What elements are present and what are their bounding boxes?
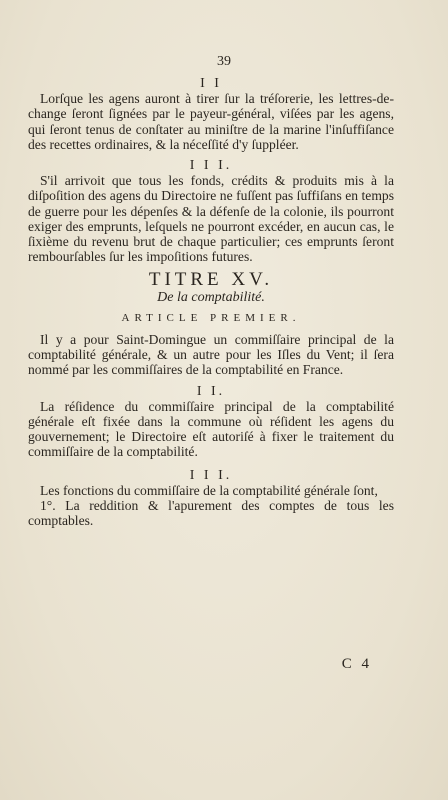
page-body — [28, 76, 394, 528]
article-heading-3: I I I. — [189, 467, 233, 483]
titre-heading: TITRE XV. — [148, 269, 274, 291]
list-item-1: 1°. La reddition & l'apurement des comptes de tous les comptables. — [28, 498, 394, 529]
article-heading-2: I I. — [196, 383, 226, 399]
section-heading-3: I I I. — [189, 158, 233, 174]
page-number: 39 — [217, 54, 231, 69]
paragraph-article-1: Il y a pour Saint-Domingue un commiſſaire principal de la comptabilité générale, & un autre pour les Iſles du Vent; il ſera nommé par les commiſſaires de la comptabilité en France. — [28, 332, 394, 378]
section-heading-2: I I — [200, 76, 222, 91]
paragraph-article-3: Les fonctions du commiſſaire de la comptabilité générale ſont, — [40, 482, 378, 498]
paragraph-section-3: S'il arrivoit que tous les fonds, crédits & produits mis à la diſpoſition des agens du Directoire ne fuſſent pas ſuffiſans en temps de guerre pour les dépenſes & la défenſe de la colonie, ils pourront exiger des emprunts, leſquels ne pourront excéder, en aucun cas, le ſixième du revenu brut de chaque particulier; ces emprunts ſeront rembourſables ſur les impoſitions futures. — [28, 173, 394, 265]
paragraph-section-2: Lorſque les agens auront à tirer ſur la tréſorerie, les lettres-de-change ſeront ſignées par le payeur-général, viſées par les agens, qui ſeront tenus de conſtater au miniſtre de la marine l'inſuffiſance des recettes ordinaires, & la néceſſité d'y ſuppléer. — [28, 91, 394, 152]
article-heading: ARTICLE PREMIER. — [121, 311, 301, 324]
signature-mark: C 4 — [341, 656, 372, 672]
paragraph-article-2: La réſidence du commiſſaire principal de la comptabilité générale eſt fixée dans la commune où réſident les agens du gouvernement; le Directoire eſt autoriſé à fixer le traitement du commiſſaire de la comptabilité. — [28, 398, 394, 460]
titre-subtitle: De la comptabilité. — [157, 289, 265, 305]
